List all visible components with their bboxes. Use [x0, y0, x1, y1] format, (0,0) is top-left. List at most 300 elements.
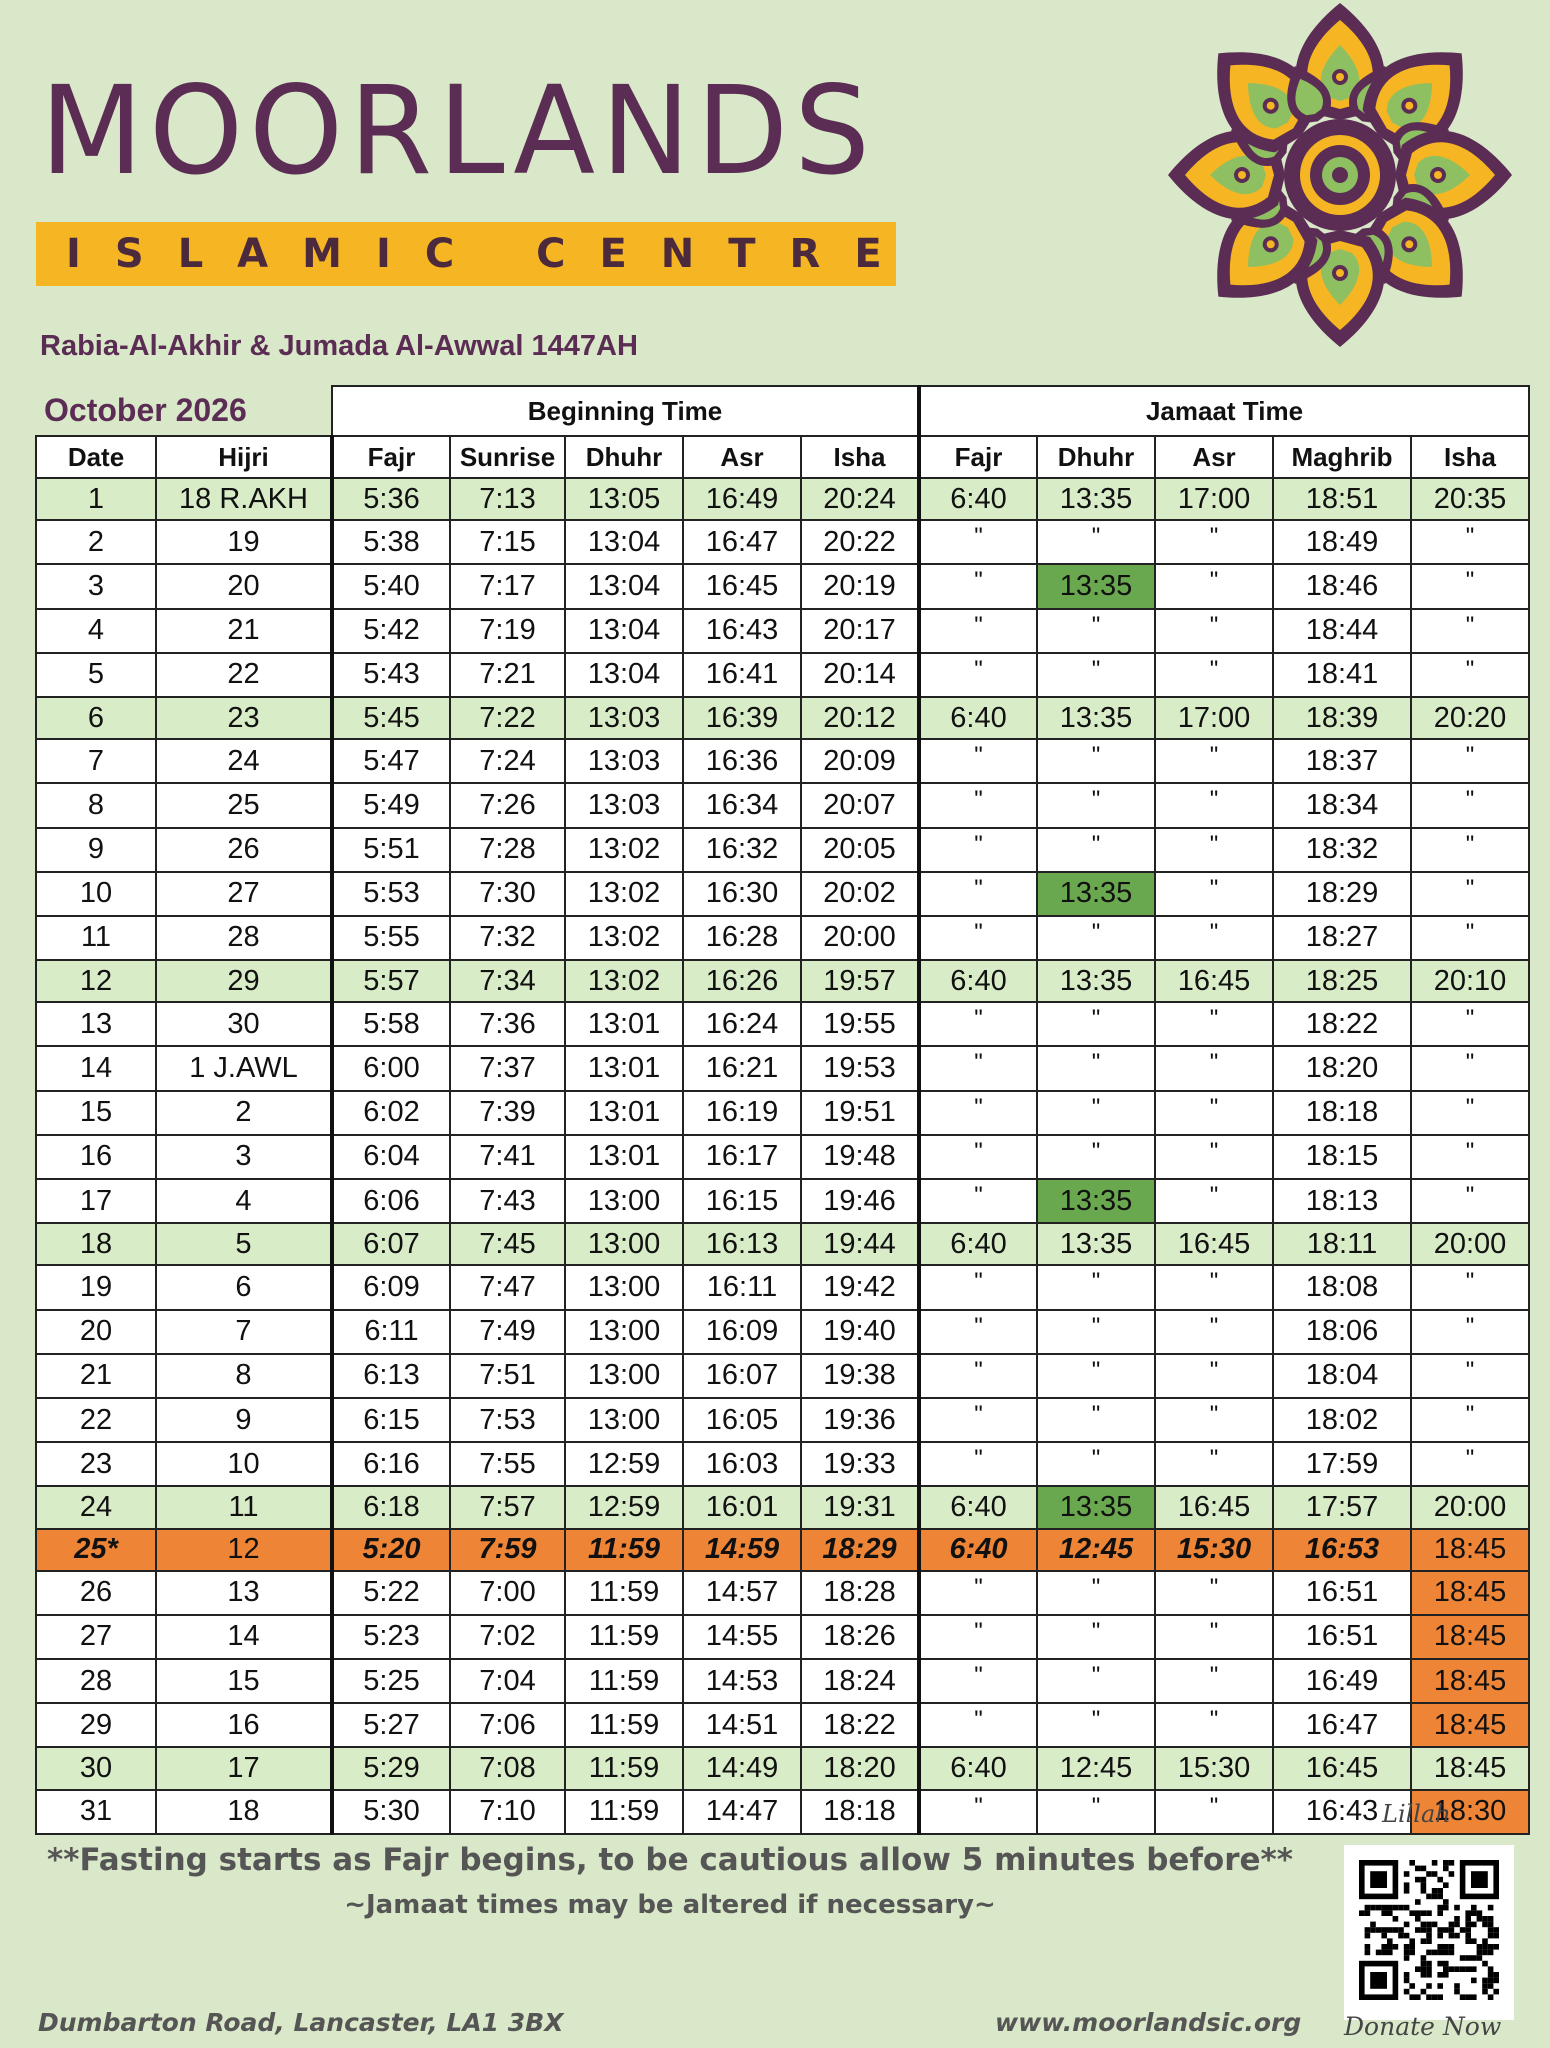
table-cell: 14:53 — [683, 1659, 801, 1703]
table-cell: 6:40 — [919, 960, 1037, 1002]
table-cell: " — [1037, 1790, 1155, 1834]
table-cell: 6:40 — [919, 1223, 1037, 1265]
table-cell: 30 — [156, 1002, 332, 1046]
address: Dumbarton Road, Lancaster, LA1 3BX — [38, 2008, 564, 2037]
table-cell: 18:51 — [1273, 478, 1411, 520]
table-cell: 18:24 — [801, 1659, 919, 1703]
table-cell: 19:51 — [801, 1091, 919, 1135]
table-cell: 6:40 — [919, 478, 1037, 520]
table-cell: 5:53 — [332, 872, 450, 916]
table-cell: 13:03 — [565, 783, 683, 827]
table-cell: 25 — [156, 783, 332, 827]
table-cell: 18 R.AKH — [156, 478, 332, 520]
table-row — [36, 1486, 1529, 1528]
table-cell: 16:07 — [683, 1354, 801, 1398]
table-cell: 16:49 — [1273, 1659, 1411, 1703]
table-cell: 16:45 — [1155, 1223, 1273, 1265]
table-cell: " — [919, 1002, 1037, 1046]
table-cell: 18:15 — [1273, 1135, 1411, 1179]
table-cell: 26 — [36, 1571, 156, 1615]
table-cell: 19:31 — [801, 1486, 919, 1528]
table-row — [36, 564, 1529, 608]
table-cell: 7:47 — [450, 1265, 565, 1309]
table-cell: 20:17 — [801, 609, 919, 653]
table-cell: 4 — [36, 609, 156, 653]
table-cell: 11 — [36, 916, 156, 960]
qr-code-box[interactable] — [1344, 1845, 1514, 2020]
table-cell: " — [1155, 828, 1273, 872]
table-cell: 16:24 — [683, 1002, 801, 1046]
table-cell: 7 — [36, 739, 156, 783]
table-cell: " — [1155, 1571, 1273, 1615]
table-cell: 18:45 — [1411, 1703, 1529, 1747]
org-subtitle-banner — [36, 222, 916, 286]
table-cell: 5:36 — [332, 478, 450, 520]
table-cell: 6:15 — [332, 1398, 450, 1442]
table-cell: " — [919, 1046, 1037, 1090]
table-cell: 13:04 — [565, 609, 683, 653]
table-cell: 16 — [36, 1135, 156, 1179]
table-cell: 7:13 — [450, 478, 565, 520]
table-cell: 19:46 — [801, 1179, 919, 1223]
table-cell: 16:45 — [1155, 1486, 1273, 1528]
table-cell: 15 — [156, 1659, 332, 1703]
table-row — [36, 1046, 1529, 1090]
table-cell: 13:35 — [1037, 697, 1155, 739]
table-cell: " — [919, 1398, 1037, 1442]
table-row — [36, 1310, 1529, 1354]
table-cell: 7:37 — [450, 1046, 565, 1090]
table-cell: " — [1411, 609, 1529, 653]
table-cell: " — [1037, 783, 1155, 827]
table-cell: 19:53 — [801, 1046, 919, 1090]
donate-now-label: Donate Now — [1344, 2012, 1502, 2041]
table-cell: 16:15 — [683, 1179, 801, 1223]
table-cell: 17:57 — [1273, 1486, 1411, 1528]
table-cell: 16:13 — [683, 1223, 801, 1265]
table-cell: 14:47 — [683, 1790, 801, 1834]
table-cell: 16:21 — [683, 1046, 801, 1090]
table-cell: 20:19 — [801, 564, 919, 608]
table-cell: " — [919, 1615, 1037, 1659]
table-cell: 17:00 — [1155, 697, 1273, 739]
table-cell: 22 — [36, 1398, 156, 1442]
table-row — [36, 1790, 1529, 1834]
table-cell: " — [1037, 1615, 1155, 1659]
table-cell: 13:00 — [565, 1398, 683, 1442]
org-subtitle: ISLAMIC CENTRE — [66, 231, 916, 277]
table-cell: 17 — [36, 1179, 156, 1223]
table-cell: 13:01 — [565, 1135, 683, 1179]
table-cell: 18:04 — [1273, 1354, 1411, 1398]
table-cell: 18:18 — [1273, 1091, 1411, 1135]
table-cell: " — [1411, 1310, 1529, 1354]
table-cell: 18:30 — [1411, 1790, 1529, 1834]
table-cell: 2 — [36, 520, 156, 564]
table-cell: 18:08 — [1273, 1265, 1411, 1309]
table-cell: 5:55 — [332, 916, 450, 960]
table-cell: " — [1155, 872, 1273, 916]
table-cell: 5:58 — [332, 1002, 450, 1046]
table-cell: 18:37 — [1273, 739, 1411, 783]
table-cell: 13:01 — [565, 1002, 683, 1046]
table-cell: 16:01 — [683, 1486, 801, 1528]
table-row — [36, 828, 1529, 872]
table-cell: 7:22 — [450, 697, 565, 739]
table-cell: 7:08 — [450, 1747, 565, 1789]
column-header-fajr-begin: Fajr — [332, 436, 450, 478]
table-cell: " — [1411, 1354, 1529, 1398]
table-cell: 16:45 — [683, 564, 801, 608]
table-cell: " — [1037, 1354, 1155, 1398]
table-cell: 20:00 — [1411, 1223, 1529, 1265]
table-cell: 16:34 — [683, 783, 801, 827]
table-cell: 16:05 — [683, 1398, 801, 1442]
table-cell: " — [1411, 1265, 1529, 1309]
table-cell: 5:49 — [332, 783, 450, 827]
table-cell: 5:45 — [332, 697, 450, 739]
hijri-months-title: Rabia-Al-Akhir & Jumada Al-Awwal 1447AH — [40, 330, 638, 362]
table-cell: 8 — [156, 1354, 332, 1398]
table-row — [36, 1571, 1529, 1615]
table-cell: 7:30 — [450, 872, 565, 916]
table-cell: 18:06 — [1273, 1310, 1411, 1354]
table-cell: " — [1155, 1135, 1273, 1179]
table-cell: " — [1155, 1615, 1273, 1659]
table-cell: 7:34 — [450, 960, 565, 1002]
table-cell: 15:30 — [1155, 1747, 1273, 1789]
table-cell: 7:28 — [450, 828, 565, 872]
table-cell: 5:51 — [332, 828, 450, 872]
table-cell: 13:35 — [1037, 872, 1155, 916]
table-row — [36, 1747, 1529, 1789]
column-header-sunrise-begin: Sunrise — [450, 436, 565, 478]
table-cell: " — [1411, 520, 1529, 564]
table-cell: " — [919, 1091, 1037, 1135]
table-cell: 18:45 — [1411, 1659, 1529, 1703]
table-cell: 5:38 — [332, 520, 450, 564]
table-cell: " — [919, 653, 1037, 697]
table-cell: 18:45 — [1411, 1529, 1529, 1571]
table-cell: 19:57 — [801, 960, 919, 1002]
table-cell: " — [1037, 1703, 1155, 1747]
table-cell: 7:21 — [450, 653, 565, 697]
table-cell: 18 — [156, 1790, 332, 1834]
table-cell: " — [1155, 1703, 1273, 1747]
table-cell: 14 — [156, 1615, 332, 1659]
table-cell: 19:40 — [801, 1310, 919, 1354]
table-cell: 12 — [36, 960, 156, 1002]
table-cell: 7:10 — [450, 1790, 565, 1834]
table-cell: 7:55 — [450, 1442, 565, 1486]
table-cell: " — [919, 1571, 1037, 1615]
table-cell: 18:11 — [1273, 1223, 1411, 1265]
table-cell: 20:00 — [801, 916, 919, 960]
table-cell: 18:26 — [801, 1615, 919, 1659]
table-row — [36, 1179, 1529, 1223]
table-cell: " — [1155, 609, 1273, 653]
table-cell: 19:38 — [801, 1354, 919, 1398]
table-cell: 4 — [156, 1179, 332, 1223]
table-cell: 5:57 — [332, 960, 450, 1002]
table-cell: 6 — [36, 697, 156, 739]
table-cell: 16:11 — [683, 1265, 801, 1309]
qr-code-icon[interactable] — [1359, 1860, 1499, 2000]
table-cell: 18:13 — [1273, 1179, 1411, 1223]
table-cell: 16:19 — [683, 1091, 801, 1135]
table-cell: 2 — [156, 1091, 332, 1135]
table-cell: 14:59 — [683, 1529, 801, 1571]
column-header-hijri: Hijri — [156, 436, 332, 478]
table-cell: " — [1411, 564, 1529, 608]
table-cell: 14:57 — [683, 1571, 801, 1615]
table-cell: 20 — [156, 564, 332, 608]
table-cell: 7:19 — [450, 609, 565, 653]
table-cell: 17:59 — [1273, 1442, 1411, 1486]
table-cell: " — [1037, 609, 1155, 653]
table-cell: 18:28 — [801, 1571, 919, 1615]
table-cell: 18:46 — [1273, 564, 1411, 608]
table-cell: 16:32 — [683, 828, 801, 872]
table-cell: 1 — [36, 478, 156, 520]
table-row — [36, 783, 1529, 827]
table-cell: 7:06 — [450, 1703, 565, 1747]
column-header-isha-jamaat: Isha — [1411, 436, 1529, 478]
table-cell: 18:45 — [1411, 1615, 1529, 1659]
column-header-asr-jamaat: Asr — [1155, 436, 1273, 478]
table-cell: 16:49 — [683, 478, 801, 520]
table-cell: 19 — [36, 1265, 156, 1309]
table-cell: 20 — [36, 1310, 156, 1354]
table-cell: 13:00 — [565, 1179, 683, 1223]
table-cell: " — [1155, 520, 1273, 564]
table-cell: 6:02 — [332, 1091, 450, 1135]
table-row — [36, 609, 1529, 653]
table-cell: 16:09 — [683, 1310, 801, 1354]
table-cell: " — [1411, 1179, 1529, 1223]
table-cell: 20:00 — [1411, 1486, 1529, 1528]
table-row — [36, 1002, 1529, 1046]
table-cell: 18:22 — [801, 1703, 919, 1747]
table-cell: 18:41 — [1273, 653, 1411, 697]
column-header-fajr-jamaat: Fajr — [919, 436, 1037, 478]
table-cell: 23 — [36, 1442, 156, 1486]
table-cell: 18:27 — [1273, 916, 1411, 960]
table-cell: 5 — [156, 1223, 332, 1265]
column-header-date: Date — [36, 436, 156, 478]
table-cell: 7:04 — [450, 1659, 565, 1703]
table-cell: 31 — [36, 1790, 156, 1834]
table-cell: " — [1037, 1135, 1155, 1179]
table-cell: 5:42 — [332, 609, 450, 653]
table-cell: " — [1037, 1442, 1155, 1486]
table-cell: " — [1037, 1310, 1155, 1354]
table-cell: 16:47 — [1273, 1703, 1411, 1747]
column-header-maghrib-jamaat: Maghrib — [1273, 436, 1411, 478]
table-cell: 13:35 — [1037, 1486, 1155, 1528]
table-row — [36, 1091, 1529, 1135]
table-row — [36, 916, 1529, 960]
table-cell: " — [1155, 653, 1273, 697]
table-cell: 13:00 — [565, 1354, 683, 1398]
table-cell: " — [1037, 1091, 1155, 1135]
table-cell: 11:59 — [565, 1790, 683, 1834]
table-cell: 18:20 — [801, 1747, 919, 1789]
table-cell: 19:42 — [801, 1265, 919, 1309]
table-cell: " — [919, 1659, 1037, 1703]
table-cell: 16:28 — [683, 916, 801, 960]
table-row — [36, 1529, 1529, 1571]
table-cell: " — [1411, 828, 1529, 872]
table-cell: 9 — [36, 828, 156, 872]
table-cell: 28 — [36, 1659, 156, 1703]
table-cell: 13 — [156, 1571, 332, 1615]
table-cell: 13:35 — [1037, 478, 1155, 520]
table-cell: 19:48 — [801, 1135, 919, 1179]
table-cell: 14 — [36, 1046, 156, 1090]
table-cell: 20:05 — [801, 828, 919, 872]
table-cell: 28 — [156, 916, 332, 960]
table-cell: 18:32 — [1273, 828, 1411, 872]
beginning-time-header: Beginning Time — [332, 386, 919, 436]
table-cell: " — [1037, 916, 1155, 960]
table-cell: 7:43 — [450, 1179, 565, 1223]
table-cell: 26 — [156, 828, 332, 872]
table-cell: 7:36 — [450, 1002, 565, 1046]
table-cell: 5:30 — [332, 1790, 450, 1834]
table-cell: 13:01 — [565, 1091, 683, 1135]
table-cell: 7:53 — [450, 1398, 565, 1442]
table-cell: " — [1155, 783, 1273, 827]
table-cell: 18:44 — [1273, 609, 1411, 653]
table-cell: 19 — [156, 520, 332, 564]
table-cell: 3 — [156, 1135, 332, 1179]
table-cell: 13:04 — [565, 520, 683, 564]
table-cell: 7:45 — [450, 1223, 565, 1265]
table-cell: " — [919, 1354, 1037, 1398]
table-cell: 17 — [156, 1747, 332, 1789]
table-cell: 6 — [156, 1265, 332, 1309]
table-cell: 16:45 — [1273, 1747, 1411, 1789]
table-cell: 14:51 — [683, 1703, 801, 1747]
table-cell: 17:00 — [1155, 478, 1273, 520]
table-cell: " — [1155, 1354, 1273, 1398]
table-cell: 14:49 — [683, 1747, 801, 1789]
table-cell: " — [919, 872, 1037, 916]
table-cell: 15:30 — [1155, 1529, 1273, 1571]
table-cell: " — [1411, 872, 1529, 916]
table-cell: 13:02 — [565, 872, 683, 916]
table-cell: 13:00 — [565, 1265, 683, 1309]
table-cell: 20:24 — [801, 478, 919, 520]
table-cell: 7:24 — [450, 739, 565, 783]
table-cell: " — [919, 783, 1037, 827]
table-cell: 6:09 — [332, 1265, 450, 1309]
table-row — [36, 653, 1529, 697]
table-cell: " — [1411, 1135, 1529, 1179]
month-title: October 2026 — [44, 392, 247, 428]
table-cell: 18:39 — [1273, 697, 1411, 739]
table-cell: " — [1037, 1571, 1155, 1615]
table-cell: 16:43 — [1273, 1790, 1411, 1834]
table-cell: " — [1037, 1659, 1155, 1703]
website-link[interactable]: www.moorlandsic.org — [995, 2008, 1302, 2037]
table-cell: " — [1155, 739, 1273, 783]
table-cell: 5:27 — [332, 1703, 450, 1747]
table-cell: 20:22 — [801, 520, 919, 564]
table-cell: " — [1037, 1002, 1155, 1046]
table-cell: 1 J.AWL — [156, 1046, 332, 1090]
table-cell: " — [1155, 1398, 1273, 1442]
prayer-timetable — [35, 385, 1530, 1835]
table-cell: 11 — [156, 1486, 332, 1528]
table-cell: " — [1037, 828, 1155, 872]
table-cell: " — [1411, 1046, 1529, 1090]
lillah-label: Lillah — [1382, 1800, 1451, 1828]
column-header-asr-begin: Asr — [683, 436, 801, 478]
table-cell: 5:40 — [332, 564, 450, 608]
table-cell: 7:59 — [450, 1529, 565, 1571]
table-cell: " — [919, 1310, 1037, 1354]
table-cell: 7:39 — [450, 1091, 565, 1135]
table-cell: 7:32 — [450, 916, 565, 960]
table-cell: 5:43 — [332, 653, 450, 697]
table-cell: " — [1411, 783, 1529, 827]
table-cell: " — [919, 609, 1037, 653]
table-cell: " — [1411, 739, 1529, 783]
table-cell: 5:29 — [332, 1747, 450, 1789]
table-cell: 24 — [36, 1486, 156, 1528]
table-cell: " — [1037, 1398, 1155, 1442]
table-cell: " — [1411, 1002, 1529, 1046]
table-cell: " — [1037, 520, 1155, 564]
table-cell: 6:00 — [332, 1046, 450, 1090]
table-cell: 6:13 — [332, 1354, 450, 1398]
table-cell: 13 — [36, 1002, 156, 1046]
table-cell: " — [1411, 653, 1529, 697]
table-cell: 7 — [156, 1310, 332, 1354]
table-cell: 6:18 — [332, 1486, 450, 1528]
table-cell: " — [1037, 1046, 1155, 1090]
table-cell: " — [1155, 1046, 1273, 1090]
table-cell: 7:57 — [450, 1486, 565, 1528]
table-cell: 6:40 — [919, 697, 1037, 739]
table-cell: 18:45 — [1411, 1747, 1529, 1789]
table-cell: " — [919, 564, 1037, 608]
table-cell: 15 — [36, 1091, 156, 1135]
table-cell: 27 — [156, 872, 332, 916]
table-cell: 19:55 — [801, 1002, 919, 1046]
table-cell: 18:20 — [1273, 1046, 1411, 1090]
table-cell: 13:00 — [565, 1310, 683, 1354]
table-cell: 7:26 — [450, 783, 565, 827]
table-cell: 22 — [156, 653, 332, 697]
column-header-isha-begin: Isha — [801, 436, 919, 478]
table-cell: 16:41 — [683, 653, 801, 697]
table-cell: 16:47 — [683, 520, 801, 564]
table-cell: 7:00 — [450, 1571, 565, 1615]
table-cell: 24 — [156, 739, 332, 783]
table-cell: 11:59 — [565, 1703, 683, 1747]
table-cell: 18 — [36, 1223, 156, 1265]
table-cell: " — [919, 739, 1037, 783]
table-row — [36, 1615, 1529, 1659]
table-cell: 10 — [156, 1442, 332, 1486]
table-cell: 16:17 — [683, 1135, 801, 1179]
table-cell: 13:04 — [565, 653, 683, 697]
table-cell: 13:02 — [565, 916, 683, 960]
table-cell: " — [1155, 1265, 1273, 1309]
